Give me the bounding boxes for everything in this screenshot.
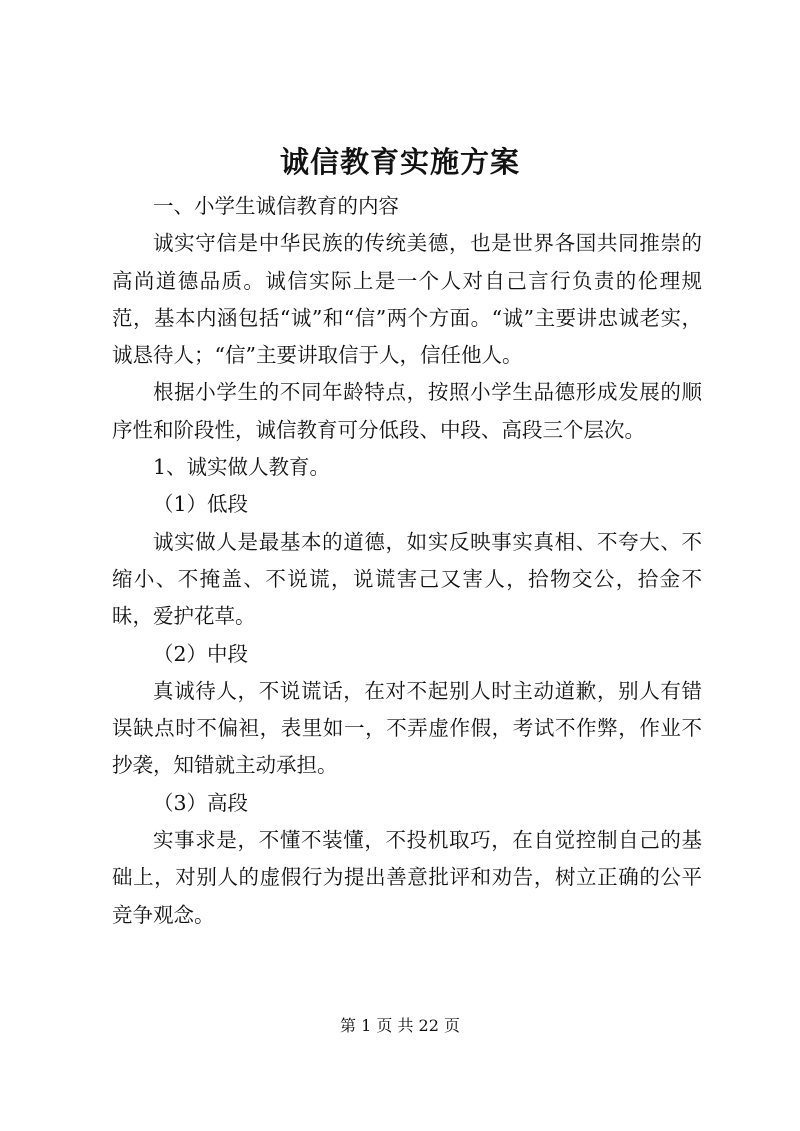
paragraph: 根据小学生的不同年龄特点，按照小学生品德形成发展的顺序性和阶段性，诚信教育可分低段、中段、高段三个层次。 [112, 380, 702, 442]
stage-heading-mid: （2）中段 [153, 641, 249, 666]
stage-text-high: 实事求是，不懂不装懂，不投机取巧，在自觉控制自己的基础上，对别人的虚假行为提出善意批评和劝告，树立正确的公平竞争观念。 [112, 828, 702, 927]
stage-heading-low: （1）低段 [153, 492, 249, 517]
stage-text-mid: 真诚待人，不说谎话，在对不起别人时主动道歉，别人有错误缺点时不偏袒，表里如一，不弄虚作假，考试不作弊，作业不抄袭，知错就主动承担。 [112, 678, 702, 778]
subheading: 1、诚实做人教育。 [153, 455, 331, 480]
document-body [112, 188, 702, 934]
section-heading: 一、小学生诚信教育的内容 [153, 194, 399, 218]
page-footer: 第 1 页 共 22 页 [340, 1016, 460, 1035]
paragraph: 诚实守信是中华民族的传统美德，也是世界各国共同推崇的高尚道德品质。诚信实际上是一个人对自己言行负责的伦理规范，基本内涵包括“诚”和“信”两个方面。“诚”主要讲忠诚老实，诚恳待人；“信”主要讲取信于人，信任他人。 [112, 231, 702, 368]
stage-heading-high: （3）高段 [153, 790, 249, 815]
document-title: 诚信教育实施方案 [279, 145, 520, 179]
stage-text-low: 诚实做人是最基本的道德，如实反映事实真相、不夸大、不缩小、不掩盖、不说谎，说谎害己又害人，拾物交公，拾金不昧，爱护花草。 [112, 529, 702, 629]
